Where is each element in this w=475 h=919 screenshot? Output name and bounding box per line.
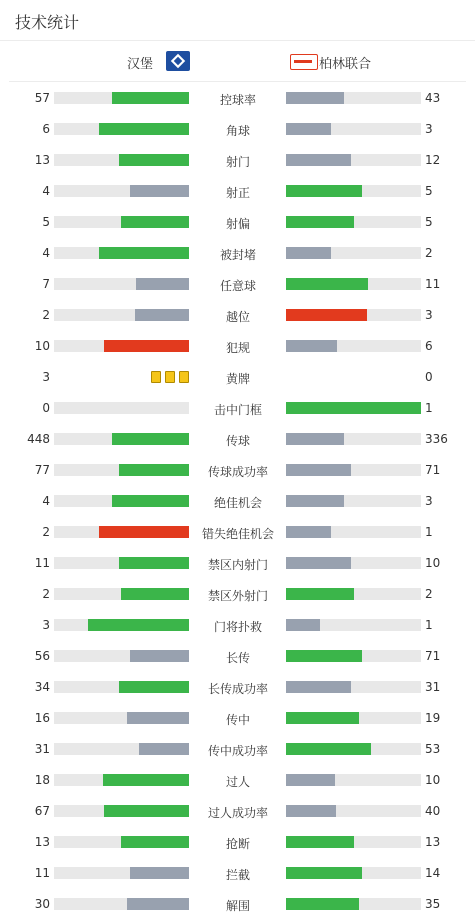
away-stat-bar xyxy=(286,867,362,879)
home-stat-bar-track xyxy=(54,650,189,662)
stat-label: 门将扑救 xyxy=(213,620,262,634)
away-stat-value: 71 xyxy=(425,649,441,663)
away-stat-bar-track xyxy=(286,185,421,197)
home-stat-bar-track xyxy=(54,464,189,476)
home-stat-value: 11 xyxy=(34,866,50,880)
away-stat-bar xyxy=(286,154,351,166)
away-stat-bar xyxy=(286,557,351,569)
away-stat-bar xyxy=(286,402,421,414)
stat-label: 黄牌 xyxy=(225,372,250,386)
away-stat-bar xyxy=(286,278,368,290)
stat-label: 越位 xyxy=(225,310,250,324)
away-stat-bar xyxy=(286,526,331,538)
home-stat-bar xyxy=(130,185,189,197)
stat-row xyxy=(0,708,475,728)
away-stat-value: 43 xyxy=(425,91,441,105)
home-stat-value: 448 xyxy=(27,432,50,446)
stat-label: 过人成功率 xyxy=(207,806,268,820)
stat-row xyxy=(0,646,475,666)
home-stat-value: 77 xyxy=(34,463,50,477)
home-stat-bar-track xyxy=(54,712,189,724)
away-stat-bar-track xyxy=(286,619,421,631)
away-stat-bar-track xyxy=(286,495,421,507)
home-stat-bar-track xyxy=(54,247,189,259)
home-stat-bar-track xyxy=(54,123,189,135)
away-stat-bar xyxy=(286,743,371,755)
away-stat-bar-track xyxy=(286,278,421,290)
away-stat-bar xyxy=(286,619,320,631)
away-stat-bar xyxy=(286,805,336,817)
stat-row xyxy=(0,677,475,697)
home-stat-bar xyxy=(119,154,189,166)
home-stat-value: 13 xyxy=(34,835,50,849)
home-stat-value: 2 xyxy=(42,587,50,601)
stat-label: 射正 xyxy=(225,186,250,200)
away-stat-value: 12 xyxy=(425,153,441,167)
home-stat-bar xyxy=(136,278,189,290)
stat-label: 犯规 xyxy=(225,341,250,355)
home-stat-bar xyxy=(104,805,189,817)
home-stat-bar xyxy=(121,836,189,848)
home-stat-value: 10 xyxy=(34,339,50,353)
stat-label: 禁区内射门 xyxy=(207,558,268,572)
away-stat-value: 0 xyxy=(425,370,433,384)
away-stat-value: 3 xyxy=(425,494,433,508)
home-stat-bar-track xyxy=(54,309,189,321)
stat-label: 拦截 xyxy=(225,868,250,882)
away-stat-bar-track xyxy=(286,402,421,414)
stat-row xyxy=(0,460,475,480)
stat-label: 传球 xyxy=(225,434,250,448)
away-stat-bar xyxy=(286,309,367,321)
home-stat-bar xyxy=(130,867,189,879)
away-stat-bar xyxy=(286,650,362,662)
away-stat-bar-track xyxy=(286,805,421,817)
away-stat-bar xyxy=(286,464,351,476)
stat-row xyxy=(0,584,475,604)
home-stat-bar-track xyxy=(54,433,189,445)
stat-row xyxy=(0,522,475,542)
home-team-name: 汉堡 xyxy=(126,57,153,72)
stat-row xyxy=(0,88,475,108)
stat-row xyxy=(0,832,475,852)
home-stat-bar-track xyxy=(54,526,189,538)
away-stat-bar-track xyxy=(286,743,421,755)
away-stat-value: 35 xyxy=(425,897,441,911)
home-stat-bar-track xyxy=(54,588,189,600)
away-stat-value: 1 xyxy=(425,525,433,539)
away-stat-bar-track xyxy=(286,92,421,104)
away-stat-value: 40 xyxy=(425,804,441,818)
yellow-cards xyxy=(151,371,189,383)
stat-label: 传球成功率 xyxy=(207,465,268,479)
stat-row xyxy=(0,336,475,356)
away-stat-bar xyxy=(286,898,359,910)
page-title: 技术统计 xyxy=(15,13,80,32)
away-stat-bar xyxy=(286,681,351,693)
stat-row xyxy=(0,398,475,418)
away-stat-bar-track xyxy=(286,433,421,445)
home-stat-bar xyxy=(121,216,189,228)
away-stat-value: 2 xyxy=(425,246,433,260)
home-stat-bar-track xyxy=(54,836,189,848)
stat-row xyxy=(0,181,475,201)
away-stat-value: 19 xyxy=(425,711,441,725)
stat-row xyxy=(0,863,475,883)
home-stat-value: 6 xyxy=(42,122,50,136)
home-stat-bar xyxy=(119,464,189,476)
header xyxy=(0,0,475,41)
home-stat-value: 18 xyxy=(34,773,50,787)
home-stat-bar-track xyxy=(54,495,189,507)
home-stat-value: 4 xyxy=(42,246,50,260)
stat-row xyxy=(0,243,475,263)
home-stat-value: 16 xyxy=(34,711,50,725)
stat-label: 解围 xyxy=(225,899,250,913)
away-stat-value: 71 xyxy=(425,463,441,477)
away-stat-bar xyxy=(286,185,362,197)
away-stat-bar xyxy=(286,123,331,135)
stat-label: 抢断 xyxy=(225,837,250,851)
home-stat-value: 11 xyxy=(34,556,50,570)
away-stat-bar xyxy=(286,712,359,724)
stat-label: 控球率 xyxy=(219,93,256,107)
home-stat-bar xyxy=(139,743,189,755)
home-stat-value: 7 xyxy=(42,277,50,291)
home-stat-bar xyxy=(103,774,189,786)
home-team-logo-icon xyxy=(166,51,190,71)
away-stat-value: 3 xyxy=(425,308,433,322)
home-stat-bar xyxy=(112,495,189,507)
yellow-card-icon xyxy=(165,371,175,383)
home-stat-value: 57 xyxy=(34,91,50,105)
home-stat-bar-track xyxy=(54,402,189,414)
away-stat-bar xyxy=(286,836,354,848)
stat-row xyxy=(0,274,475,294)
stat-label: 长传成功率 xyxy=(207,682,268,696)
stat-label: 传中成功率 xyxy=(207,744,268,758)
home-stat-bar xyxy=(112,433,189,445)
away-stat-bar-track xyxy=(286,340,421,352)
away-stat-value: 13 xyxy=(425,835,441,849)
away-stat-value: 53 xyxy=(425,742,441,756)
away-stat-bar-track xyxy=(286,123,421,135)
away-stat-bar-track xyxy=(286,650,421,662)
stat-label: 过人 xyxy=(225,775,250,789)
home-stat-bar xyxy=(104,340,189,352)
home-stat-bar xyxy=(119,681,189,693)
away-stat-bar-track xyxy=(286,774,421,786)
home-stat-value: 4 xyxy=(42,494,50,508)
away-team-name: 柏林联合 xyxy=(319,57,372,72)
home-stat-value: 3 xyxy=(42,618,50,632)
stat-row xyxy=(0,491,475,511)
home-stat-bar-track xyxy=(54,557,189,569)
home-stat-bar-track xyxy=(54,278,189,290)
away-stat-bar xyxy=(286,340,337,352)
home-stat-value: 31 xyxy=(34,742,50,756)
stat-row xyxy=(0,367,475,387)
home-stat-value: 13 xyxy=(34,153,50,167)
teams-header xyxy=(9,41,466,82)
stat-row xyxy=(0,212,475,232)
stat-row xyxy=(0,770,475,790)
home-stat-value: 2 xyxy=(42,308,50,322)
home-stat-value: 0 xyxy=(42,401,50,415)
home-stat-value: 3 xyxy=(42,370,50,384)
home-stat-bar-track xyxy=(54,898,189,910)
home-stat-bar-track xyxy=(54,216,189,228)
home-stat-bar-track xyxy=(54,867,189,879)
home-stat-value: 4 xyxy=(42,184,50,198)
stat-label: 角球 xyxy=(225,124,250,138)
home-stat-bar-track xyxy=(54,154,189,166)
home-stat-bar xyxy=(127,712,189,724)
away-stat-bar-track xyxy=(286,216,421,228)
stat-label: 射偏 xyxy=(225,217,250,231)
stat-label: 传中 xyxy=(225,713,250,727)
home-stat-bar-track xyxy=(54,805,189,817)
away-stat-value: 1 xyxy=(425,401,433,415)
home-stat-bar-track xyxy=(54,681,189,693)
stat-label: 禁区外射门 xyxy=(207,589,268,603)
stat-row xyxy=(0,615,475,635)
stat-label: 错失绝佳机会 xyxy=(201,527,274,541)
home-stat-value: 56 xyxy=(34,649,50,663)
home-stat-value: 67 xyxy=(34,804,50,818)
home-stat-bar-track xyxy=(54,619,189,631)
away-stat-value: 1 xyxy=(425,618,433,632)
home-stat-value: 30 xyxy=(34,897,50,911)
home-stat-bar xyxy=(130,650,189,662)
stat-label: 击中门框 xyxy=(213,403,262,417)
home-stat-bar xyxy=(119,557,189,569)
away-stat-bar-track xyxy=(286,867,421,879)
away-stat-bar xyxy=(286,495,344,507)
away-stat-bar-track xyxy=(286,681,421,693)
stat-row xyxy=(0,894,475,914)
away-stat-bar xyxy=(286,92,344,104)
home-stat-bar-track xyxy=(54,92,189,104)
away-team-logo-icon xyxy=(290,54,318,70)
away-stat-bar-track xyxy=(286,154,421,166)
stat-label: 长传 xyxy=(225,651,250,665)
home-stat-bar xyxy=(99,123,189,135)
stat-label: 任意球 xyxy=(219,279,256,293)
away-stat-bar-track xyxy=(286,309,421,321)
home-stat-bar xyxy=(127,898,189,910)
stat-row xyxy=(0,739,475,759)
stat-row xyxy=(0,150,475,170)
home-stat-bar xyxy=(88,619,189,631)
home-stat-bar xyxy=(99,526,189,538)
home-stat-bar xyxy=(112,92,189,104)
away-stat-bar xyxy=(286,216,354,228)
away-stat-value: 11 xyxy=(425,277,441,291)
home-stat-value: 2 xyxy=(42,525,50,539)
away-stat-bar xyxy=(286,774,335,786)
away-stat-value: 5 xyxy=(425,184,433,198)
away-stat-value: 10 xyxy=(425,773,441,787)
away-stat-value: 31 xyxy=(425,680,441,694)
away-stat-bar xyxy=(286,247,331,259)
away-stat-bar-track xyxy=(286,247,421,259)
away-stat-bar-track xyxy=(286,464,421,476)
home-stat-bar-track xyxy=(54,774,189,786)
away-stat-value: 5 xyxy=(425,215,433,229)
away-stat-bar-track xyxy=(286,898,421,910)
home-stat-bar xyxy=(99,247,189,259)
stat-label: 射门 xyxy=(225,155,250,169)
stat-row xyxy=(0,801,475,821)
away-stat-bar xyxy=(286,588,354,600)
stat-row xyxy=(0,119,475,139)
away-stat-bar xyxy=(286,433,344,445)
away-stat-value: 6 xyxy=(425,339,433,353)
yellow-card-icon xyxy=(179,371,189,383)
home-stat-bar xyxy=(135,309,189,321)
home-stat-bar xyxy=(121,588,189,600)
home-stat-bar-track xyxy=(54,743,189,755)
away-stat-value: 10 xyxy=(425,556,441,570)
stat-row xyxy=(0,553,475,573)
stat-label: 被封堵 xyxy=(219,248,256,262)
home-stat-bar-track xyxy=(54,340,189,352)
away-stat-bar-track xyxy=(286,836,421,848)
stat-row xyxy=(0,429,475,449)
yellow-card-icon xyxy=(151,371,161,383)
stat-label: 绝佳机会 xyxy=(213,496,262,510)
away-stat-value: 3 xyxy=(425,122,433,136)
home-stat-value: 5 xyxy=(42,215,50,229)
away-stat-bar-track xyxy=(286,588,421,600)
away-stat-value: 14 xyxy=(425,866,441,880)
away-stat-bar-track xyxy=(286,526,421,538)
stat-row xyxy=(0,305,475,325)
away-stat-bar-track xyxy=(286,557,421,569)
home-stat-bar-track xyxy=(54,185,189,197)
home-stat-value: 34 xyxy=(34,680,50,694)
away-stat-value: 336 xyxy=(425,432,448,446)
away-stat-value: 2 xyxy=(425,587,433,601)
away-stat-bar-track xyxy=(286,712,421,724)
